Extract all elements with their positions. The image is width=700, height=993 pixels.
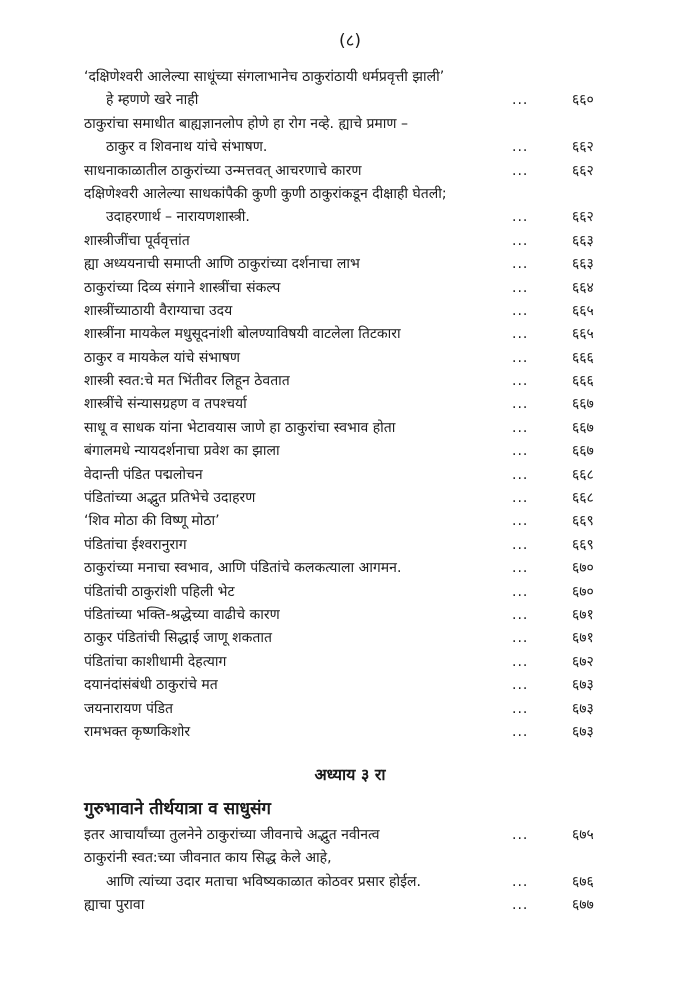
toc-entry xyxy=(84,871,624,894)
toc-entry-page: ६७२ xyxy=(572,653,594,670)
toc-entry xyxy=(84,894,624,917)
toc-entry-text: पंडितांच्या भक्ति-श्रद्धेच्या वाढीचे कारण xyxy=(84,606,280,623)
toc-list-2 xyxy=(84,824,624,918)
toc-entry-page: ६६९ xyxy=(572,536,594,553)
toc-entry xyxy=(84,277,624,300)
toc-entry-text: दक्षिणेश्वरी आलेल्या साधकांपैकी कुणी कुणी ठाकुरांकडून दीक्षाही घेतली; xyxy=(84,185,447,202)
toc-entry-leader: ... xyxy=(512,396,529,413)
toc-entry-text: ठाकुरांनी स्वत:च्या जीवनात काय सिद्ध केले आहे, xyxy=(84,850,332,867)
toc-entry-page: ६६९ xyxy=(572,513,594,530)
toc-entry-leader: ... xyxy=(512,583,529,600)
toc-entry-page: ६६३ xyxy=(572,232,594,249)
toc-entry-page: ६६८ xyxy=(572,490,594,507)
toc-entry-text: पंडितांची ठाकुरांशी पहिली भेट xyxy=(84,583,235,600)
toc-entry xyxy=(84,627,624,650)
toc-entry-leader: ... xyxy=(512,490,529,507)
toc-entry xyxy=(84,160,624,183)
toc-entry xyxy=(84,581,624,604)
toc-entry-page: ६७३ xyxy=(572,723,594,740)
toc-entry xyxy=(84,824,624,847)
toc-entry-page: ६७० xyxy=(572,583,594,600)
toc-entry-leader: ... xyxy=(512,677,529,694)
toc-entry-page: ६७१ xyxy=(572,630,594,647)
toc-entry-page: ६७१ xyxy=(572,606,594,623)
toc-entry-page: ६६७ xyxy=(572,443,594,460)
toc-entry xyxy=(84,66,624,89)
toc-entry-leader: ... xyxy=(512,827,529,843)
toc-entry xyxy=(84,300,624,323)
toc-entry-page: ६७३ xyxy=(572,677,594,694)
toc-entry-page: ६६८ xyxy=(572,466,594,483)
toc-entry xyxy=(84,534,624,557)
chapter-heading: अध्याय ३ रा xyxy=(314,765,386,784)
toc-entry-text: ह्या अध्ययनाची समाप्ती आणि ठाकुरांच्या दर्शनाचा लाभ xyxy=(84,256,360,273)
toc-entry-page: ६६२ xyxy=(572,209,594,226)
toc-entry-page: ६६४ xyxy=(572,279,594,296)
toc-entry-text: उदाहरणार्थ – नारायणशास्त्री. xyxy=(106,209,250,226)
toc-entry-text: ह्याचा पुरावा xyxy=(84,897,145,914)
toc-entry-leader: ... xyxy=(512,606,529,623)
toc-entry xyxy=(84,370,624,393)
toc-entry xyxy=(84,698,624,721)
toc-entry-page: ६६७ xyxy=(572,419,594,436)
toc-entry-leader: ... xyxy=(512,139,529,156)
toc-entry-text: हे म्हणणे खरे नाही xyxy=(106,92,199,109)
toc-entry-page: ६६५ xyxy=(572,302,594,319)
toc-entry-page: ६६७ xyxy=(572,396,594,413)
toc-entry-leader: ... xyxy=(512,630,529,647)
toc-entry xyxy=(84,113,624,136)
toc-entry xyxy=(84,183,624,206)
toc-entry-text: पंडितांचा ईश्वरानुराग xyxy=(84,536,187,553)
toc-entry-leader: ... xyxy=(512,897,529,914)
toc-entry xyxy=(84,487,624,510)
toc-entry xyxy=(84,604,624,627)
toc-entry-text: जयनारायण पंडित xyxy=(84,700,173,717)
toc-entry xyxy=(84,557,624,580)
toc-list xyxy=(84,66,624,744)
toc-entry-page: ६६६ xyxy=(572,373,594,390)
toc-entry-text: ठाकुरांच्या मनाचा स्वभाव, आणि पंडितांचे कलकत्याला आगमन. xyxy=(84,560,402,577)
toc-entry-leader: ... xyxy=(512,419,529,436)
toc-entry xyxy=(84,510,624,533)
toc-entry-text: आणि त्यांच्या उदार मताचा भविष्यकाळात कोठवर प्रसार होईल. xyxy=(106,873,421,890)
toc-entry-page: ६७३ xyxy=(572,700,594,717)
toc-entry-text: ‘शिव मोठा की विष्णू मोठा’ xyxy=(84,513,220,530)
toc-entry xyxy=(84,89,624,112)
toc-entry-text: ‘दक्षिणेश्वरी आलेल्या साधूंच्या संगलाभानेच ठाकुरांठायी धर्मप्रवृत्ती झाली’ xyxy=(84,69,445,85)
toc-entry xyxy=(84,464,624,487)
toc-entry-leader: ... xyxy=(512,560,529,577)
toc-entry-page: ६७६ xyxy=(572,873,594,890)
toc-entry xyxy=(84,323,624,346)
toc-entry-page: ६६६ xyxy=(572,349,594,366)
toc-entry-text: शास्त्रींचे संन्यासग्रहण व तपश्चर्या xyxy=(84,396,247,413)
toc-entry-page: ६६५ xyxy=(572,326,594,343)
toc-entry-leader: ... xyxy=(512,256,529,273)
toc-entry xyxy=(84,253,624,276)
toc-entry-leader: ... xyxy=(512,232,529,249)
toc-entry-leader: ... xyxy=(512,873,529,890)
toc-entry xyxy=(84,393,624,416)
toc-entry-leader: ... xyxy=(512,326,529,343)
toc-entry-text: ठाकुरांच्या दिव्य संगाने शास्त्रींचा संकल्प xyxy=(84,279,281,296)
toc-entry-text: दयानंदांसंबंधी ठाकुरांचे मत xyxy=(84,677,218,694)
toc-entry xyxy=(84,136,624,159)
toc-entry-text: रामभक्त कृष्णकिशोर xyxy=(84,723,191,740)
toc-entry xyxy=(84,721,624,744)
toc-entry-page: ६६२ xyxy=(572,162,594,179)
toc-entry-leader: ... xyxy=(512,723,529,740)
toc-entry-text: पंडितांचा काशीधामी देहत्याग xyxy=(84,653,227,670)
toc-entry-text: पंडितांच्या अद्भुत प्रतिभेचे उदाहरण xyxy=(84,490,256,507)
toc-entry-text: ठाकुर व शिवनाथ यांचे संभाषण. xyxy=(106,139,268,156)
toc-entry-text: वेदान्ती पंडित पद्मलोचन xyxy=(84,466,203,483)
toc-entry-leader: ... xyxy=(512,349,529,366)
toc-entry-leader: ... xyxy=(512,162,529,179)
toc-entry-leader: ... xyxy=(512,302,529,319)
toc-entry xyxy=(84,230,624,253)
section-title: गुरुभावाने तीर्थयात्रा व साधुसंग xyxy=(84,799,272,819)
toc-entry-text: बंगालमधे न्यायदर्शनाचा प्रवेश का झाला xyxy=(84,443,280,460)
toc-entry xyxy=(84,674,624,697)
toc-entry xyxy=(84,440,624,463)
toc-entry-text: शास्त्रीजींचा पूर्ववृत्तांत xyxy=(84,232,190,249)
toc-entry-text: शास्त्रींना मायकेल मधुसूदनांशी बोलण्याविषयी वाटलेला तिटकारा xyxy=(84,326,401,343)
toc-entry-text: शास्त्रींच्याठायी वैराग्याचा उदय xyxy=(84,302,233,319)
toc-entry-leader: ... xyxy=(512,513,529,530)
toc-entry-leader: ... xyxy=(512,536,529,553)
toc-entry-text: इतर आचार्यांच्या तुलनेने ठाकुरांच्या जीवनाचे अद्भुत नवीनत्व xyxy=(84,827,380,843)
toc-entry-page: ६६० xyxy=(572,92,594,109)
toc-entry xyxy=(84,417,624,440)
toc-entry xyxy=(84,847,624,870)
toc-entry-leader: ... xyxy=(512,443,529,460)
toc-entry-leader: ... xyxy=(512,279,529,296)
toc-entry-page: ६७७ xyxy=(572,897,594,914)
toc-entry-page: ६७५ xyxy=(572,827,594,843)
toc-entry-page: ६६३ xyxy=(572,256,594,273)
toc-entry-leader: ... xyxy=(512,653,529,670)
page-number: (८) xyxy=(338,31,362,51)
toc-entry-text: साधू व साधक यांना भेटावयास जाणे हा ठाकुरांचा स्वभाव होता xyxy=(84,419,396,436)
toc-entry-text: शास्त्री स्वत:चे मत भिंतीवर लिहून ठेवतात xyxy=(84,373,290,390)
toc-entry-leader: ... xyxy=(512,209,529,226)
toc-entry xyxy=(84,347,624,370)
toc-entry-leader: ... xyxy=(512,92,529,109)
toc-entry-leader: ... xyxy=(512,700,529,717)
toc-entry-leader: ... xyxy=(512,373,529,390)
toc-entry-leader: ... xyxy=(512,466,529,483)
toc-entry xyxy=(84,206,624,229)
toc-entry xyxy=(84,651,624,674)
toc-entry-text: ठाकुरांचा समाधीत बाह्यज्ञानलोप होणे हा रोग नव्हे. ह्याचे प्रमाण – xyxy=(84,115,408,132)
toc-entry-text: ठाकुर व मायकेल यांचे संभाषण xyxy=(84,349,240,366)
toc-entry-text: साधनाकाळातील ठाकुरांच्या उन्मत्तवत् आचरणाचे कारण xyxy=(84,162,362,179)
toc-entry-page: ६६२ xyxy=(572,139,594,156)
toc-entry-text: ठाकुर पंडितांची सिद्धाई जाणू शकतात xyxy=(84,630,272,647)
toc-entry-page: ६७० xyxy=(572,560,594,577)
